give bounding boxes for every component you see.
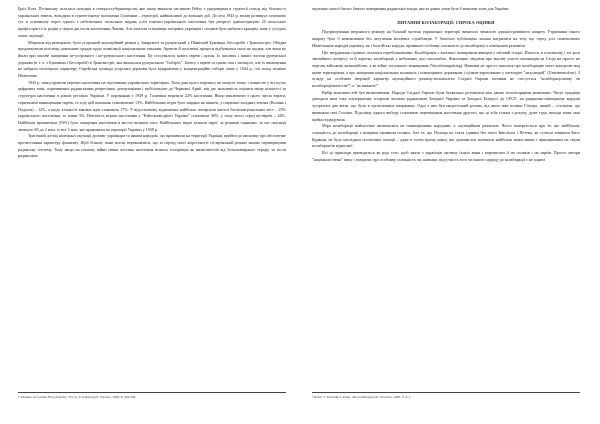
paragraph: Підтримування зверхнього режиму на більшій частині української території вимагало чималого адміністративного апарату. Утримання такого апарату було б неможливим без залучення місцевих службовців. У багатьох публікаціях можна натрапити на тезу, що серед усіх поневолених Німеччиною народів українці, як і балтійські народи, проявили особливу схильність до колаборації з німецьким режимом. [312, 29, 580, 48]
paragraph: Брісі Коза. По-іншому склалася ситуація в генерал-губернаторстві, яке німці вважали частиною Рейху з урядовцями в стратегії поході від більшості українських земель, виходячи в стратегічному положенні Галичини – території, найважливої до воєнних дій. До літа 1943 р. вплив розвинул початково тут в основному через одного з небезпечних польських видань усієї етнічно-українського населення був репресії адміністрацією 25 польських професорів та їх родин у перші дні після захоплення Львова. Але загалом становище місцевих українців і поляків було набагато кращим, аніж у сусідніх зонах окупації. [18, 6, 286, 38]
paragraph: Трагічний досвід німецької окупації допоміг українцям та іншим народам, що проживали на території України, прийти до висновку про абсолютне протистояння характеру фашизму. Щоб більше, вони могли переконатися, що за період своєї жорстокості гітлерівський режим значно перевершував радянську систему. Тому якщо на початку війни певна частина населення візнала гітлерівців як визволителів від більшовицького терору, то після радянських [18, 133, 286, 159]
paragraph: Вибір можливостей був визначаючим. Народи Східної Європи були буквально розчавлені між двома тоталітарними режимами. Часто традиція доводила ним таку альтернативу історичн часткам радянським Західної України та Західної Білорусі до СРСР: на радянсько-німецькому кордоні зустрілися два вогні, що були в протилежних напрямках. Одні з них був нацистський режим, від якого вже поляки Гітлера, інший – сталінізм, що вичиняли свої Сталіна. Подолану одного вибору становили переміщення населення другого, що ці хіба тільки з розуму, дуже туди, виходи вони самі щойно відвідувала. [312, 89, 580, 122]
paragraph: Всі ці приклади приводяться як раді того, щоб зняти з українців частину їхньої вини і переписати її на поляків і на євреїв. Просто автори "націоналістичні" вину і говорити про особливу схильність чи, навпаки, відсутність того чи іншого народу до колаборації є не одним [312, 150, 580, 162]
footnote-text: Ukraine. A Concise Encyclopedia / Ed. by V. Kubijovych. Toronto, 1963. P. 203-204. [20, 395, 137, 399]
footnote-marker: * [18, 395, 20, 399]
paragraph: 1943 р. німці провели перепис населення на окупованих українських територіях. Хоча дані цього перепису не можуть точно і повністю у всі кутах цифрових змін, спричинених радянськими репресіями, депортаціями і мобілізацією до Червоної Армії, він дає можливість оцінити зміну кількості та структури населення в різних регіонах України. У порівнянні з 1939 р. Галичина втратила 22% населення. Якщо виключити з цього числа втрати, спричинені винищенням євреїв, то тоді цей показник становитиме 13%. Найбільших втрат було завдано на півночі, у південно-західних землях (Волинь і Поділля) – 12%, а щодо кількості вікових вдів становить 17%. У відсотковому відношенні найбільш потерпали жителі багатонаціональних міст – 25% українського населення, то зміни 3%. Натомість втрати населення у "Райхскомісаріаті Україна" становили 30%, у тому числі серед не-євреїв – 24%. Найбільш вражаючим (53%) було знищення населення в містах великих міст. Найбільших втрат зазнали євреї: за різними оцінками, за час окупації загинуло 69 до 2 млн. із тих 3 млн. які проживали на території України у 1939 р. [18, 79, 286, 132]
footnote-left [18, 392, 286, 400]
paragraph: Цю твердження стрімкої склалися перебільшеними. Колаборація є загально поширеним явищем у світовій історії. Йшлося, в основному і тої ролі звичайного інтересу та й коротко, колаборації у небачених досі масштабах. Фактичних свідчень про масову участь мешканців на Сході на просто не чертову військову казначейство, а як війну тотального винищення (Vernichtungskrieg). Навпаки не просто шкалася про колаборацію свого контролю над цими територіями, а про знищення національних колишніх і повноцінних державних і цілком-зарахованих у категорію "недолюдей" (Untermenschen). З огляду на особливо зверхній характер окупаційного режиму-колоніалізм Східної Європи питання не стосується "колабораціонізму чи колабораціоналістів?", а "як вижити?" [312, 49, 580, 89]
section-title: ПИТАННЯ КОЛАБОРАЦІЇ: СПРОБА ОЦІНКИ [397, 19, 495, 25]
footnote-right [312, 392, 580, 400]
footnote-marker: ¹ [312, 395, 314, 399]
left-column [18, 6, 286, 160]
paragraph: окупацію ніхтої багато бачило повернення радянської влади, яка за даних умов була б меншим злом для України. [312, 6, 510, 11]
footnote-text: Kostiv I. Zalawski J. Poles, dla pozdrazajacych. Wroclaw, 1993. S. 2-1. [313, 395, 411, 399]
paragraph: Міра колаборації найчастіше визначалася не повноцінними народами, а окупаційним режимом. Часто повертається про те, що найбільшу схильність до колаборації з німцями проявили поляки. Але те, що Польща не стала єдиним без свого Квіслінга і Петена, як сучасні зовнішні Кисе Курянін, не було наслідком політичної позиції – адже в тогом цьому німці, які допомагали належати найбільш вимогливим і принциповим на терпи колаборантів відносин¹. [312, 123, 580, 149]
paragraph: М'якшим від німецького були угорський окупаційний режим у Закарпатті та румунський у Північній Буковині, Бессарабії і Трансністрії. Обидва продовжували політику довоєнних урядів щодо асиміляції національних меншин. Арешти й політичні процеси відбувалися мало не щодня, але вони не йшли при масове знищення не-угорського і не-румунського населення. Це стосувалося навіть євреїв і циган. Їх масових і інших частин румунської держави (в т. ч. з Буковини і Бессарабії) в Трансністрії, яка вважалася румунською "Сибір'ю". Багато з євреїв та циган там і загинуло, але їх винищення не набрало тотального характеру. Єврейська громада угорської держави була відправлена у концентраційні табори лише у 1944 р., тої голод пізніше Німеччина. [18, 39, 286, 79]
right-column [312, 6, 580, 163]
